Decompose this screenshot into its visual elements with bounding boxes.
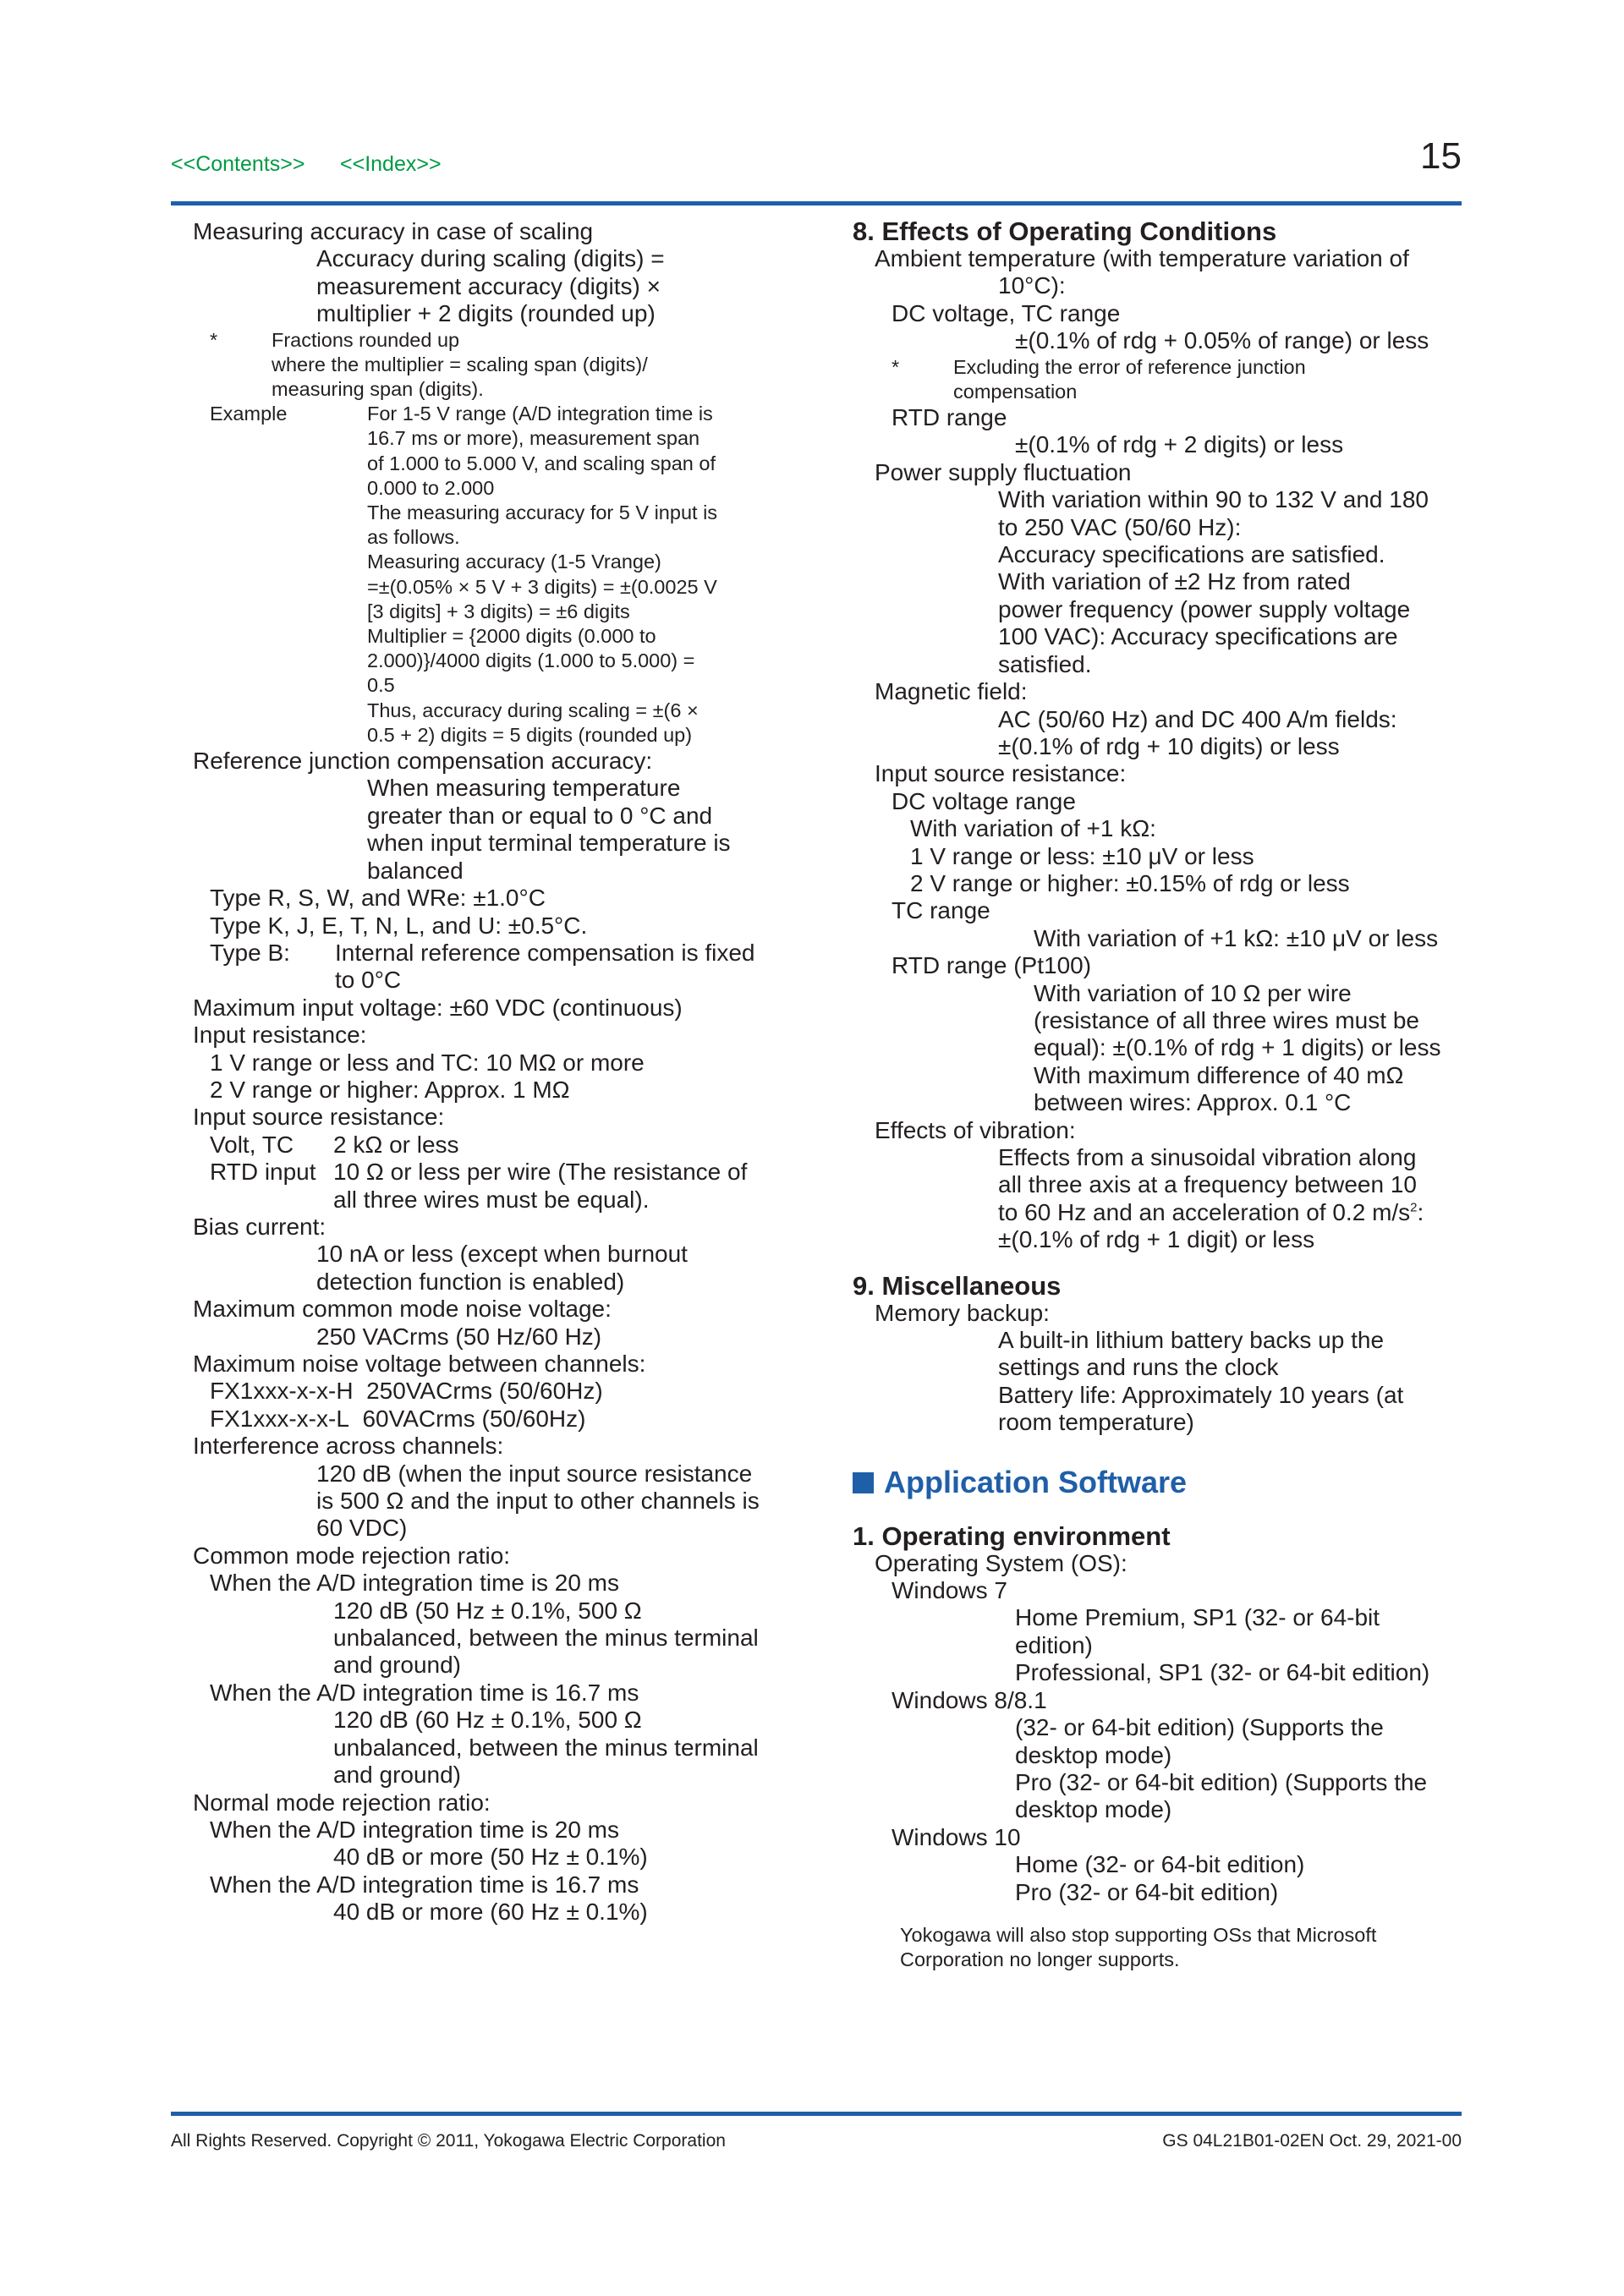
nmrr-16-value: 40 dB or more (60 Hz ± 0.1%) <box>333 1899 648 1926</box>
nmrr-title: Normal mode rejection ratio: <box>193 1789 491 1816</box>
copyright: All Rights Reserved. Copyright © 2011, Yokogawa Electric Corporation <box>171 2131 726 2151</box>
example-line: of 1.000 to 5.000 V, and scaling span of <box>367 452 716 474</box>
bias-title: Bias current: <box>193 1213 326 1240</box>
example-line: 2.000)}/4000 digits (1.000 to 5.000) = <box>367 649 695 672</box>
type-rswwre: Type R, S, W, and WRe: ±1.0°C <box>210 885 546 912</box>
rjc-note <box>875 355 1462 404</box>
isr-tc-value: With variation of +1 kΩ: ±10 μV or less <box>1034 924 1439 951</box>
ch-noise-l-value: 60VACrms (50/60Hz) <box>362 1405 586 1432</box>
ch-noise-h-label: FX1xxx-x-x-H <box>210 1378 354 1405</box>
win10-line: Home (32- or 64-bit edition) <box>1015 1851 1305 1878</box>
isr-dc-line: 1 V range or less: ±10 μV or less <box>910 842 1254 869</box>
example-line: [3 digits] + 3 digits) = ±6 digits <box>367 600 630 622</box>
isr-dc-line: With variation of +1 kΩ: <box>910 815 1156 842</box>
win10-block <box>875 1851 1462 1906</box>
cmrr-20-block <box>193 1597 836 1680</box>
vibration-colon: : <box>1417 1198 1424 1225</box>
volt-tc-row <box>193 1132 836 1159</box>
vibration-block <box>875 1144 1462 1254</box>
vibration-sup: 2 <box>1410 1200 1418 1215</box>
isr-rtd-line: between wires: Approx. 0.1 °C <box>1034 1089 1352 1116</box>
isr-rtd-block <box>875 980 1462 1117</box>
nmrr-20-label: When the A/D integration time is 20 ms <box>210 1816 619 1843</box>
example-line: Thus, accuracy during scaling = ±(6 × <box>367 699 699 721</box>
heading-square-icon <box>853 1472 874 1493</box>
win7-block <box>875 1604 1462 1686</box>
win7-line: edition) <box>1015 1631 1093 1658</box>
vibration-title: Effects of vibration: <box>875 1116 1076 1143</box>
psf-line: to 250 VAC (50/60 Hz): <box>998 513 1242 540</box>
memory-line: Battery life: Approximately 10 years (at <box>998 1381 1404 1408</box>
win8-label: Windows 8/8.1 <box>892 1686 1047 1713</box>
isr-dc-block <box>875 815 1462 897</box>
rtd-input-row <box>193 1159 836 1214</box>
memory-line: room temperature) <box>998 1409 1194 1436</box>
psf-line: power frequency (power supply voltage <box>998 595 1411 622</box>
note-line: where the multiplier = scaling span (digits)/ <box>272 353 648 375</box>
win8-block <box>875 1714 1462 1824</box>
page-number: 15 <box>1420 135 1462 177</box>
volt-tc-label: Volt, TC <box>210 1131 294 1158</box>
input-resistance-title: Input resistance: <box>193 1022 367 1049</box>
psf-line: Accuracy specifications are satisfied. <box>998 541 1385 568</box>
bias-line: 10 nA or less (except when burnout <box>316 1241 688 1268</box>
psf-line: With variation of ±2 Hz from rated <box>998 568 1351 595</box>
rtd-input-label: RTD input <box>210 1159 316 1186</box>
index-link[interactable]: <<Index>> <box>340 152 442 176</box>
win8-line: Pro (32- or 64-bit edition) (Supports the <box>1015 1768 1428 1795</box>
cmrr-20-line: and ground) <box>333 1652 462 1679</box>
input-resistance-line: 2 V range or higher: Approx. 1 MΩ <box>210 1076 570 1103</box>
win8-line: (32- or 64-bit edition) (Supports the <box>1015 1714 1384 1741</box>
isr-dc-label: DC voltage range <box>892 787 1076 814</box>
dc-tc-value: ±(0.1% of rdg + 0.05% of range) or less <box>1015 327 1429 354</box>
rtd-range-label: RTD range <box>892 404 1007 431</box>
os-title: Operating System (OS): <box>875 1549 1127 1576</box>
section-9-body <box>853 1300 1462 1437</box>
bias-line: detection function is enabled) <box>316 1268 625 1295</box>
section-9-heading: 9. Miscellaneous <box>853 1270 1062 1301</box>
win7-line: Professional, SP1 (32- or 64-bit edition) <box>1015 1659 1430 1686</box>
note-star: * <box>210 328 218 351</box>
isr-rtd-line: (resistance of all three wires must be <box>1034 1006 1419 1033</box>
win10-line: Pro (32- or 64-bit edition) <box>1015 1878 1279 1905</box>
rjc-note-star: * <box>892 355 900 378</box>
ch-noise-l-row <box>193 1406 836 1433</box>
cm-noise-value: 250 VACrms (50 Hz/60 Hz) <box>316 1323 602 1350</box>
nmrr-20-value: 40 dB or more (50 Hz ± 0.1%) <box>333 1844 648 1871</box>
type-b-line: to 0°C <box>335 967 402 994</box>
scaling-line: multiplier + 2 digits (rounded up) <box>316 300 656 327</box>
example-line: =±(0.05% × 5 V + 3 digits) = ±(0.0025 V <box>367 575 717 598</box>
isr-rtd-line: With variation of 10 Ω per wire <box>1034 979 1352 1006</box>
isr-title: Input source resistance: <box>875 760 1127 787</box>
scaling-formula <box>193 245 836 327</box>
vibration-line <box>998 1199 1462 1226</box>
vibration-line: all three axis at a frequency between 10 <box>998 1171 1417 1198</box>
win7-line: Home Premium, SP1 (32- or 64-bit <box>1015 1604 1380 1631</box>
example-line: For 1-5 V range (A/D integration time is <box>367 403 713 425</box>
rtd-range-value: ±(0.1% of rdg + 2 digits) or less <box>1015 431 1344 458</box>
cmrr-16-line: unbalanced, between the minus terminal <box>333 1734 759 1761</box>
page-header <box>171 135 1462 203</box>
volt-tc-value: 2 kΩ or less <box>333 1131 459 1158</box>
example-line: The measuring accuracy for 5 V input is <box>367 501 718 524</box>
cmrr-20-line: 120 dB (50 Hz ± 0.1%, 500 Ω <box>333 1597 642 1624</box>
cmrr-16-line: 120 dB (60 Hz ± 0.1%, 500 Ω <box>333 1707 642 1734</box>
isr-tc-label: TC range <box>892 897 990 924</box>
cmrr-20-label: When the A/D integration time is 20 ms <box>210 1570 619 1597</box>
vibration-line-text: to 60 Hz and an acceleration of 0.2 m/s <box>998 1198 1411 1225</box>
type-kjetnlu: Type K, J, E, T, N, L, and U: ±0.5°C. <box>210 912 588 939</box>
interference-line: 60 VDC) <box>316 1515 408 1542</box>
section-1-heading: 1. Operating environment <box>853 1521 1171 1551</box>
example-line: 0.5 <box>367 674 395 697</box>
right-column <box>853 218 1462 1972</box>
isr-dc-line: 2 V range or higher: ±0.15% of rdg or less <box>910 869 1350 896</box>
cm-noise-title: Maximum common mode noise voltage: <box>193 1296 612 1323</box>
contents-link[interactable]: <<Contents>> <box>171 152 305 176</box>
memory-line: settings and runs the clock <box>998 1354 1279 1381</box>
example-line: 0.000 to 2.000 <box>367 476 495 499</box>
header-rule <box>171 201 1462 205</box>
ch-noise-l-label: FX1xxx-x-x-L <box>210 1405 349 1432</box>
section-1-body <box>853 1550 1462 1973</box>
magnetic-block <box>875 706 1462 761</box>
rjc-note-line: Excluding the error of reference junction <box>953 355 1306 378</box>
scaling-line: measurement accuracy (digits) × <box>316 272 661 299</box>
rjc-block <box>193 775 836 885</box>
psf-block <box>875 486 1462 678</box>
memory-block <box>875 1327 1462 1437</box>
magnetic-line: ±(0.1% of rdg + 10 digits) or less <box>998 732 1340 759</box>
rjc-line: When measuring temperature <box>367 775 681 802</box>
rjc-note-line: compensation <box>953 380 1078 403</box>
support-note <box>875 1923 1462 1972</box>
memory-title: Memory backup: <box>875 1299 1050 1326</box>
isr-rtd-label: RTD range (Pt100) <box>892 952 1092 979</box>
vibration-line: Effects from a sinusoidal vibration along <box>998 1144 1417 1170</box>
scaling-note <box>193 328 836 403</box>
ch-noise-h-value: 250VACrms (50/60Hz) <box>366 1378 603 1405</box>
example-line: Multiplier = {2000 digits (0.000 to <box>367 625 656 648</box>
interference-block <box>193 1460 836 1543</box>
dc-tc-label: DC voltage, TC range <box>892 299 1121 326</box>
scaling-title: Measuring accuracy in case of scaling <box>193 218 594 244</box>
psf-title: Power supply fluctuation <box>875 458 1132 485</box>
ambient-line: 10°C): <box>998 272 1066 299</box>
ambient-line: Ambient temperature (with temperature variation of <box>875 245 1409 271</box>
memory-line: A built-in lithium battery backs up the <box>998 1327 1385 1354</box>
left-column <box>193 218 836 1926</box>
example-block <box>193 402 836 748</box>
application-software-title: Application Software <box>884 1464 1188 1499</box>
cmrr-title: Common mode rejection ratio: <box>193 1542 511 1569</box>
vibration-line: ±(0.1% of rdg + 1 digit) or less <box>998 1226 1315 1253</box>
section-8-heading: 8. Effects of Operating Conditions <box>853 216 1277 246</box>
interference-line: 120 dB (when the input source resistance <box>316 1460 753 1487</box>
example-label: Example <box>210 403 288 425</box>
support-note-line: Corporation no longer supports. <box>900 1948 1180 1971</box>
example-line: as follows. <box>367 526 460 549</box>
note-line: Fractions rounded up <box>272 328 460 351</box>
source-resistance-title: Input source resistance: <box>193 1104 445 1131</box>
rjc-title: Reference junction compensation accuracy: <box>193 748 653 775</box>
interference-line: is 500 Ω and the input to other channels is <box>316 1488 760 1515</box>
psf-line: With variation within 90 to 132 V and 180 <box>998 486 1429 513</box>
ch-noise-title: Maximum noise voltage between channels: <box>193 1351 646 1378</box>
type-b-label: Type B: <box>210 939 290 966</box>
ch-noise-h-row <box>193 1378 836 1405</box>
psf-line: satisfied. <box>998 650 1092 677</box>
rtd-input-line: 10 Ω or less per wire (The resistance of <box>333 1159 748 1186</box>
scaling-line: Accuracy during scaling (digits) = <box>316 245 665 272</box>
cmrr-20-line: unbalanced, between the minus terminal <box>333 1625 759 1652</box>
bias-block <box>193 1241 836 1296</box>
type-b-block <box>193 940 836 995</box>
rjc-line: balanced <box>367 857 464 884</box>
cmrr-16-label: When the A/D integration time is 16.7 ms <box>210 1679 639 1706</box>
section-8-body <box>853 245 1462 1254</box>
example-line: Measuring accuracy (1-5 Vrange) <box>367 551 661 573</box>
magnetic-title: Magnetic field: <box>875 678 1028 705</box>
win10-label: Windows 10 <box>892 1823 1021 1850</box>
nmrr-16-label: When the A/D integration time is 16.7 ms <box>210 1871 639 1898</box>
interference-title: Interference across channels: <box>193 1433 504 1460</box>
support-note-line: Yokogawa will also stop supporting OSs that Microsoft <box>900 1923 1377 1946</box>
rtd-input-line: all three wires must be equal). <box>333 1186 650 1213</box>
example-line: 0.5 + 2) digits = 5 digits (rounded up) <box>367 723 693 746</box>
magnetic-line: AC (50/60 Hz) and DC 400 A/m fields: <box>998 705 1397 732</box>
max-input-voltage: Maximum input voltage: ±60 VDC (continuous) <box>193 994 683 1021</box>
win8-line: desktop mode) <box>1015 1741 1172 1768</box>
footer-rule <box>171 2112 1462 2116</box>
application-software-heading <box>853 1462 1462 1503</box>
isr-rtd-line: equal): ±(0.1% of rdg + 1 digits) or less <box>1034 1034 1441 1061</box>
example-line: 16.7 ms or more), measurement span <box>367 427 700 450</box>
input-resistance-line: 1 V range or less and TC: 10 MΩ or more <box>210 1049 645 1076</box>
document-id: GS 04L21B01-02EN Oct. 29, 2021-00 <box>1162 2131 1462 2151</box>
rjc-line: greater than or equal to 0 °C and <box>367 802 713 829</box>
psf-line: 100 VAC): Accuracy specifications are <box>998 623 1398 650</box>
win7-label: Windows 7 <box>892 1577 1007 1604</box>
note-line: measuring span (digits). <box>272 378 484 401</box>
cmrr-16-line: and ground) <box>333 1762 462 1789</box>
cmrr-16-block <box>193 1707 836 1789</box>
type-b-line: Internal reference compensation is fixed <box>335 939 755 966</box>
isr-rtd-line: With maximum difference of 40 mΩ <box>1034 1061 1404 1088</box>
rjc-line: when input terminal temperature is <box>367 830 731 857</box>
win8-line: desktop mode) <box>1015 1796 1172 1823</box>
